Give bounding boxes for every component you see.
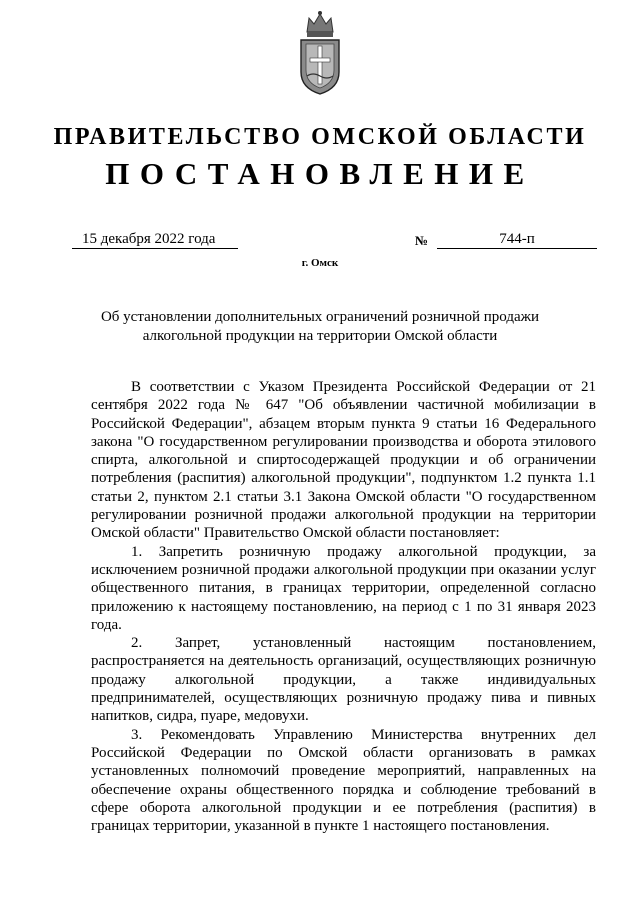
document-subject <box>100 308 540 346</box>
document-number: 744-п <box>437 230 597 249</box>
document-type-title: ПОСТАНОВЛЕНИЕ <box>105 156 535 191</box>
document-date: 15 декабря 2022 года <box>72 230 238 249</box>
number-label: № <box>415 233 429 248</box>
coat-of-arms-icon <box>297 10 343 96</box>
organization-title: ПРАВИТЕЛЬСТВО ОМСКОЙ ОБЛАСТИ <box>53 124 587 150</box>
subject-line: алкогольной продукции на территории Омской области <box>142 328 498 344</box>
body-paragraph: 3. Рекомендовать Управлению Министерства внутренних дел Российской Федерации по Омской области организовать в рамках установленных полномочий проведение мероприятий, направленных на обеспечение охраны общественного порядка и соблюдение требований в сфере оборота алкогольной продукции и ее потребления (распития) в границах территории, указанной в пункте 1 настоящего постановления. <box>91 726 596 835</box>
body-paragraph: 2. Запрет, установленный настоящим постановлением, распространяется на деятельность организаций, осуществляющих розничную продажу алкогольной продукции, а также индивидуальных предпринимателей, осуществляющих розничную продажу пива и пивных напитков, сидра, пуаре, медовухи. <box>91 635 596 725</box>
body-paragraph: 1. Запретить розничную продажу алкогольной продукции, за исключением розничной продажи алкогольной продукции при оказании услуг общественного питания, в границах территории, определенной согласно приложению к настоящему постановлению, на период с 1 по 31 января 2023 года. <box>91 543 596 633</box>
document-body <box>91 378 596 835</box>
document-city: г. Омск <box>301 257 339 269</box>
body-paragraph: В соответствии с Указом Президента Российской Федерации от 21 сентября 2022 года № 647 "Об объявлении частичной мобилизации в Российской Федерации", абзацем вторым пункта 9 статьи 16 Федерального закона "О государственном регулировании производства и оборота этилового спирта, алкогольной и спиртосодержащей продукции и об ограничении потребления (распития) алкогольной продукции", подпунктом 1.2 пункта 1.1 статьи 2, пунктом 2.1 статьи 3.1 Закона Омской области "О государственном регулировании розничной продажи алкогольной продукции на территории Омской области" Правительство Омской области постановляет: <box>91 379 596 542</box>
subject-line: Об установлении дополнительных ограничений розничной продажи <box>100 309 540 325</box>
